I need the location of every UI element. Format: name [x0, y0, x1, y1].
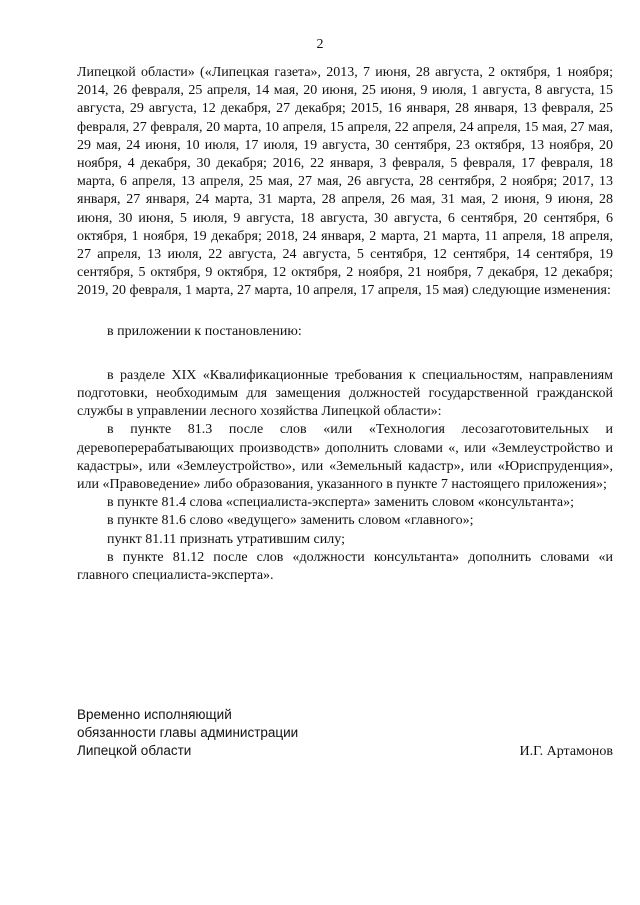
page-number: 2 — [316, 37, 324, 52]
item-81-6: в пункте 81.6 слово «ведущего» заменить словом «главного»; — [107, 513, 474, 529]
signatory-title-line-2: обязанности главы администрации — [77, 725, 299, 740]
item-81-3: в пункте 81.3 после слов «или «Технология лесозаготовительных и деревоперерабатывающих производств» дополнить словами «, или «Землеустройство и кадастры», или «Землеустройство», или «Земельный кадастр», или «Юриспруденция», или «Правоведение» либо образования, указанного в пункте 7 настоящего приложения»; — [77, 422, 613, 493]
item-81-12: в пункте 81.12 после слов «должности консультанта» дополнить словами «и главного специалиста-эксперта». — [77, 549, 613, 584]
item-81-4: в пункте 81.4 слова «специалиста-эксперта» заменить словом «консультанта»; — [107, 495, 575, 511]
document-body — [77, 64, 613, 585]
appendix-line: в приложении к постановлению: — [107, 323, 302, 339]
spacer — [77, 341, 613, 367]
intro-paragraph: Липецкой области» («Липецкая газета», 2013, 7 июня, 28 августа, 2 октября, 1 ноября; 2014, 26 февраля, 25 апреля, 14 мая, 20 июня, 25 июня, 9 июля, 1 августа, 8 августа, 15 августа, 29 августа, 12 декабря, 27 декабря; 2015, 16 января, 28 января, 13 февраля, 25 февраля, 27 февраля, 20 марта, 10 апреля, 15 апреля, 22 апреля, 24 апреля, 15 мая, 27 мая, 29 мая, 24 июня, 10 июля, 17 июля, 19 августа, 30 сентября, 23 октября, 13 ноября, 20 ноября, 4 декабря, 30 декабря; 2016, 22 января, 3 февраля, 5 февраля, 17 февраля, 18 марта, 6 апреля, 13 апреля, 25 мая, 27 мая, 26 августа, 28 сентября, 2 ноября; 2017, 13 января, 27 января, 24 марта, 31 марта, 28 апреля, 26 мая, 31 мая, 2 июня, 9 июня, 28 июня, 30 июня, 5 июля, 9 августа, 18 августа, 30 августа, 6 сентября, 20 сентября, 6 октября, 1 ноября, 19 декабря; 2018, 24 января, 2 марта, 21 марта, 11 апреля, 18 апреля, 27 апреля, 13 июля, 22 августа, 24 августа, 5 сентября, 12 сентября, 14 сентября, 19 сентября, 5 октября, 9 октября, 12 октября, 2 ноября, 21 ноября, 7 декабря, 12 декабря; 2019, 20 февраля, 1 марта, 27 марта, 10 апреля, 17 апреля, 15 мая) следующие изменения: — [77, 65, 613, 299]
item-81-11: пункт 81.11 признать утратившим силу; — [107, 531, 345, 547]
signatory-name: И.Г. Артамонов — [519, 744, 613, 759]
signatory-title-line-3: Липецкой области — [77, 743, 192, 758]
signatory-row — [77, 742, 613, 761]
signatory-title-line-1: Временно исполняющий — [77, 707, 232, 722]
section-paragraph: в разделе XIX «Квалификационные требования к специальностям, направлениям подготовки, необходимым для замещения должностей государственной гражданской службы в управлении лесного хозяйства Липецкой области»: — [77, 367, 613, 420]
signature-block — [77, 706, 613, 761]
spacer — [77, 301, 613, 323]
